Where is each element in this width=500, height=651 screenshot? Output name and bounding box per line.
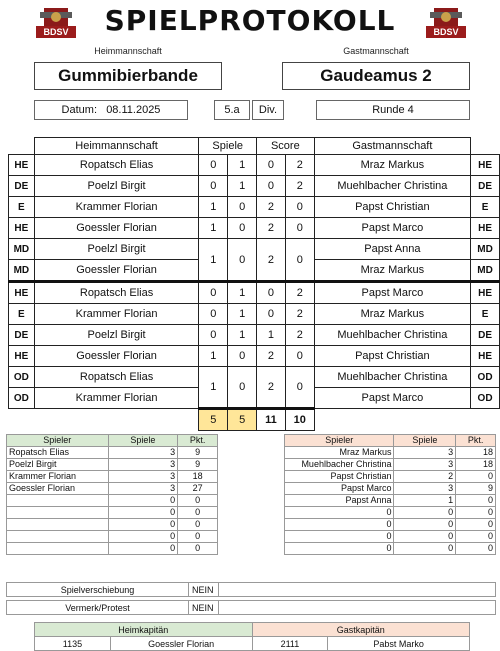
home-team-label: Heimmannschaft	[94, 46, 162, 56]
home-score: 2	[257, 346, 286, 367]
match-code: HE	[9, 282, 35, 304]
stats-points: 0	[456, 495, 496, 507]
home-score: 0	[257, 155, 286, 176]
home-score: 0	[257, 176, 286, 197]
home-stats-table	[6, 434, 218, 555]
home-score: 0	[257, 282, 286, 304]
match-row	[9, 325, 500, 346]
home-player: Krammer Florian	[34, 197, 199, 218]
match-code: OD	[9, 388, 35, 409]
guest-score: 0	[285, 367, 314, 409]
home-games: 0	[199, 176, 228, 197]
guest-player: Muehlbacher Christina	[314, 176, 470, 197]
stats-points: 18	[456, 447, 496, 459]
stats-header-games: Spiele	[108, 435, 178, 447]
home-games: 0	[199, 155, 228, 176]
guest-player: Mraz Markus	[314, 260, 470, 282]
home-captain-label: Heimkapitän	[35, 623, 253, 637]
match-code: OD	[9, 367, 35, 388]
home-score: 2	[257, 197, 286, 218]
match-row	[9, 367, 500, 388]
stats-games: 3	[108, 459, 178, 471]
stats-player	[7, 507, 109, 519]
stats-player: 0	[285, 519, 394, 531]
stats-row	[7, 543, 218, 555]
total-guest-score: 10	[285, 409, 314, 431]
guest-player: Papst Marco	[314, 218, 470, 239]
guest-score: 0	[285, 239, 314, 282]
home-player: Goessler Florian	[34, 346, 199, 367]
home-games: 0	[199, 325, 228, 346]
guest-games: 1	[228, 176, 257, 197]
stats-player: Poelzl Birgit	[7, 459, 109, 471]
guest-score: 0	[285, 218, 314, 239]
header-home: Heimmannschaft	[34, 138, 199, 155]
home-score: 2	[257, 239, 286, 282]
stats-games: 3	[108, 447, 178, 459]
guest-player: Mraz Markus	[314, 155, 470, 176]
stats-player: 0	[285, 507, 394, 519]
home-score: 2	[257, 367, 286, 409]
match-code: MD	[9, 239, 35, 260]
postponement-label: Spielverschiebung	[7, 583, 189, 597]
protest-label: Vermerk/Protest	[7, 601, 189, 615]
header-guest: Gastmannschaft	[314, 138, 470, 155]
stats-points: 0	[456, 531, 496, 543]
stats-player: Muehlbacher Christina	[285, 459, 394, 471]
stats-player	[7, 531, 109, 543]
home-player: Ropatsch Elias	[34, 282, 199, 304]
postponement-row	[6, 582, 496, 597]
match-code: HE	[471, 218, 500, 239]
home-games: 0	[199, 304, 228, 325]
stats-row	[285, 447, 496, 459]
stats-games: 3	[108, 471, 178, 483]
stats-points: 9	[178, 459, 218, 471]
stats-player: Mraz Markus	[285, 447, 394, 459]
match-row	[9, 197, 500, 218]
home-games: 0	[199, 282, 228, 304]
match-code: HE	[471, 346, 500, 367]
home-player: Goessler Florian	[34, 218, 199, 239]
home-games: 1	[199, 367, 228, 409]
round-box: Runde 4	[316, 100, 470, 120]
stats-row	[7, 495, 218, 507]
match-code: HE	[471, 155, 500, 176]
match-code: OD	[471, 388, 500, 409]
guest-player: Mraz Markus	[314, 304, 470, 325]
protest-value: NEIN	[189, 601, 219, 615]
stats-header-points: Pkt.	[456, 435, 496, 447]
stats-header-points: Pkt.	[178, 435, 218, 447]
stats-points: 0	[178, 543, 218, 555]
home-player: Goessler Florian	[34, 260, 199, 282]
guest-games: 0	[228, 197, 257, 218]
guest-games: 1	[228, 282, 257, 304]
stats-points: 0	[178, 531, 218, 543]
match-code: E	[471, 197, 500, 218]
total-home-games: 5	[199, 409, 228, 431]
match-code: HE	[9, 346, 35, 367]
stats-points: 0	[178, 519, 218, 531]
league-level: 5.a	[214, 100, 250, 120]
stats-row	[7, 519, 218, 531]
stats-player: Papst Marco	[285, 483, 394, 495]
stats-points: 9	[178, 447, 218, 459]
match-row	[9, 218, 500, 239]
home-score: 1	[257, 325, 286, 346]
match-code: E	[9, 304, 35, 325]
stats-row	[7, 471, 218, 483]
stats-row	[285, 531, 496, 543]
guest-score: 2	[285, 282, 314, 304]
svg-text:BDSV: BDSV	[43, 27, 69, 37]
date-value: 08.11.2025	[106, 104, 161, 116]
home-player: Poelzl Birgit	[34, 239, 199, 260]
guest-player: Papst Marco	[314, 388, 470, 409]
match-code: E	[471, 304, 500, 325]
guest-games: 1	[228, 304, 257, 325]
guest-score: 2	[285, 155, 314, 176]
stats-games: 3	[394, 447, 456, 459]
protest-row	[6, 600, 496, 615]
match-code: MD	[9, 260, 35, 282]
match-code: HE	[9, 155, 35, 176]
home-score: 0	[257, 304, 286, 325]
stats-row	[7, 531, 218, 543]
stats-games: 0	[108, 507, 178, 519]
stats-points: 18	[456, 459, 496, 471]
stats-games: 0	[394, 519, 456, 531]
postponement-value: NEIN	[189, 583, 219, 597]
stats-games: 0	[108, 531, 178, 543]
stats-games: 0	[108, 519, 178, 531]
header-score: Score	[257, 138, 315, 155]
match-code: DE	[471, 176, 500, 197]
stats-points: 0	[178, 495, 218, 507]
stats-player: 0	[285, 543, 394, 555]
stats-player: Papst Anna	[285, 495, 394, 507]
stats-row	[285, 543, 496, 555]
match-row	[9, 176, 500, 197]
guest-player: Papst Marco	[314, 282, 470, 304]
guest-score: 2	[285, 176, 314, 197]
match-code: HE	[9, 218, 35, 239]
home-captain-id: 1135	[35, 637, 111, 651]
guest-games: 0	[228, 239, 257, 282]
stats-row	[285, 471, 496, 483]
match-code: E	[9, 197, 35, 218]
guest-games: 1	[228, 155, 257, 176]
stats-player: 0	[285, 531, 394, 543]
league-div: Div.	[252, 100, 284, 120]
match-row	[9, 282, 500, 304]
home-score: 2	[257, 218, 286, 239]
match-row	[9, 155, 500, 176]
stats-header-player: Spieler	[7, 435, 109, 447]
total-guest-games: 5	[228, 409, 257, 431]
stats-row	[7, 507, 218, 519]
stats-row	[7, 459, 218, 471]
stats-points: 27	[178, 483, 218, 495]
guest-score: 2	[285, 304, 314, 325]
match-row	[9, 239, 500, 260]
match-code: DE	[9, 325, 35, 346]
home-games: 1	[199, 239, 228, 282]
guest-player: Muehlbacher Christina	[314, 367, 470, 388]
stats-player: Goessler Florian	[7, 483, 109, 495]
guest-games: 1	[228, 325, 257, 346]
stats-row	[285, 495, 496, 507]
stats-points: 9	[456, 483, 496, 495]
home-player: Ropatsch Elias	[34, 155, 199, 176]
stats-points: 0	[456, 519, 496, 531]
stats-player	[7, 519, 109, 531]
guest-team-name: Gaudeamus 2	[282, 62, 470, 90]
stats-games: 1	[394, 495, 456, 507]
stats-player	[7, 495, 109, 507]
stats-games: 0	[108, 495, 178, 507]
guest-games: 0	[228, 367, 257, 409]
total-home-score: 11	[257, 409, 286, 431]
guest-games: 0	[228, 218, 257, 239]
svg-text:BDSV: BDSV	[433, 27, 459, 37]
match-code: DE	[471, 325, 500, 346]
page-title: SPIELPROTOKOLL	[104, 4, 396, 37]
home-player: Poelzl Birgit	[34, 325, 199, 346]
match-code: HE	[471, 282, 500, 304]
stats-points: 0	[456, 471, 496, 483]
stats-points: 18	[178, 471, 218, 483]
stats-player: Papst Christian	[285, 471, 394, 483]
home-games: 1	[199, 346, 228, 367]
stats-games: 0	[108, 543, 178, 555]
header-spiele: Spiele	[199, 138, 257, 155]
match-code: DE	[9, 176, 35, 197]
match-code: OD	[471, 367, 500, 388]
guest-player: Papst Christian	[314, 346, 470, 367]
captains-table	[34, 622, 470, 651]
totals-row	[9, 409, 500, 431]
stats-player	[7, 543, 109, 555]
stats-row	[7, 447, 218, 459]
stats-games: 0	[394, 507, 456, 519]
stats-points: 0	[456, 507, 496, 519]
stats-points: 0	[456, 543, 496, 555]
stats-games: 3	[394, 459, 456, 471]
bdsv-logo-right	[424, 4, 468, 40]
guest-player: Muehlbacher Christina	[314, 325, 470, 346]
guest-team-label: Gastmannschaft	[343, 46, 409, 56]
home-player: Krammer Florian	[34, 388, 199, 409]
stats-row	[285, 483, 496, 495]
guest-score: 2	[285, 325, 314, 346]
guest-player: Papst Anna	[314, 239, 470, 260]
stats-row	[285, 459, 496, 471]
home-captain-name: Goessler Florian	[110, 637, 252, 651]
stats-games: 0	[394, 531, 456, 543]
stats-player: Ropatsch Elias	[7, 447, 109, 459]
guest-captain-label: Gastkapitän	[252, 623, 470, 637]
stats-header-player: Spieler	[285, 435, 394, 447]
match-code: MD	[471, 260, 500, 282]
guest-score: 0	[285, 346, 314, 367]
stats-points: 0	[178, 507, 218, 519]
stats-games: 0	[394, 543, 456, 555]
stats-row	[285, 519, 496, 531]
home-games: 1	[199, 197, 228, 218]
stats-games: 2	[394, 471, 456, 483]
guest-player: Papst Christian	[314, 197, 470, 218]
home-player: Krammer Florian	[34, 304, 199, 325]
home-team-name: Gummibierbande	[34, 62, 222, 90]
stats-row	[285, 507, 496, 519]
guest-score: 0	[285, 197, 314, 218]
bdsv-logo-left	[34, 4, 78, 40]
date-label: Datum:	[61, 104, 98, 116]
match-row	[9, 304, 500, 325]
guest-captain-name: Pabst Marko	[328, 637, 470, 651]
home-player: Ropatsch Elias	[34, 367, 199, 388]
match-code: MD	[471, 239, 500, 260]
guest-games: 0	[228, 346, 257, 367]
home-games: 1	[199, 218, 228, 239]
stats-games: 3	[108, 483, 178, 495]
stats-header-games: Spiele	[394, 435, 456, 447]
match-table	[8, 137, 500, 431]
date-box	[34, 100, 188, 120]
home-player: Poelzl Birgit	[34, 176, 199, 197]
stats-player: Krammer Florian	[7, 471, 109, 483]
match-row	[9, 346, 500, 367]
stats-row	[7, 483, 218, 495]
stats-games: 3	[394, 483, 456, 495]
guest-stats-table	[284, 434, 496, 555]
guest-captain-id: 2111	[252, 637, 328, 651]
